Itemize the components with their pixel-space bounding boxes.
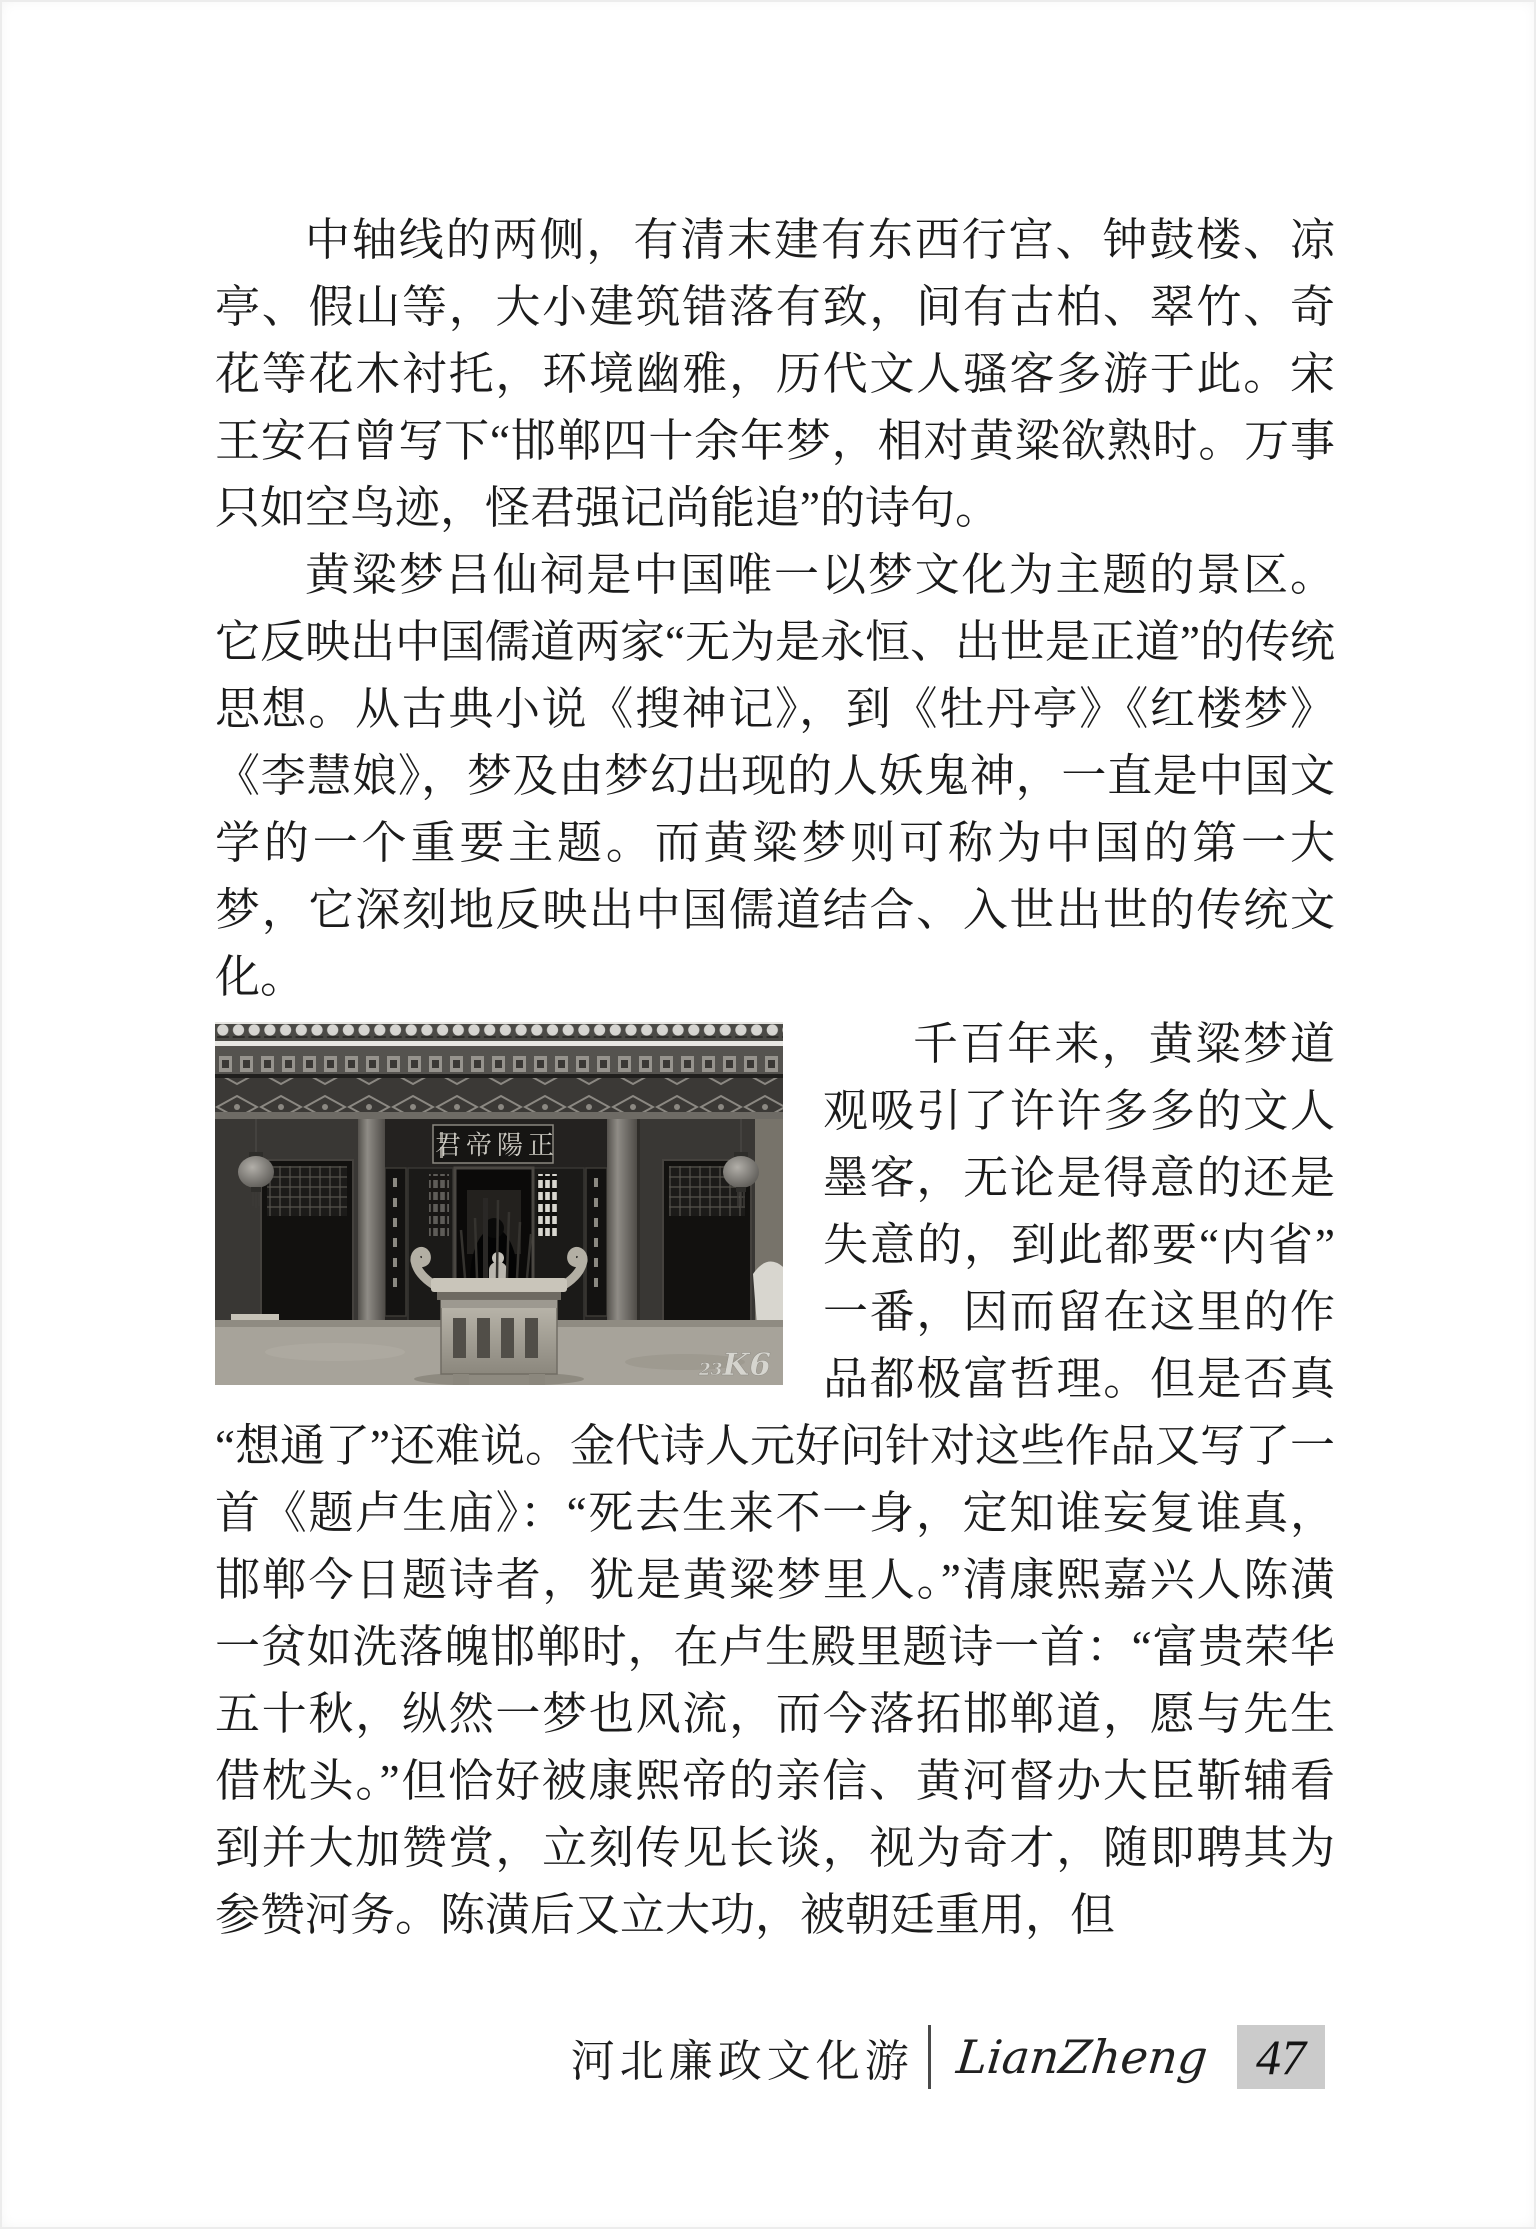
page-number: 47	[1256, 2029, 1306, 2085]
paragraph-2: 黄粱梦吕仙祠是中国唯一以梦文化为主题的景区。它反映出中国儒道两家“无为是永恒、出世是正道”的传统思想。从古典小说《搜神记》，到《牡丹亭》《红楼梦》《李慧娘》，梦及由梦幻出现的人妖鬼神，一直是中国文学的一个重要主题。而黄粱梦则可称为中国的第一大梦，它深刻地反映出中国儒道结合、入世出世的传统文化。	[215, 550, 1335, 1002]
footer-divider	[928, 2025, 931, 2089]
couplet-right	[586, 1168, 607, 1316]
temple-eave	[215, 1024, 783, 1127]
page-footer	[571, 2022, 1325, 2092]
body-text	[215, 207, 1335, 1949]
paragraph-1: 中轴线的两侧，有清末建有东西行宫、钟鼓楼、凉亭、假山等，大小建筑错落有致，间有古柏、翠竹、奇花等花木衬托，环境幽雅，历代文人骚客多游于此。宋王安石曾写下“邯郸四十余年梦，相对黄粱欲熟时。万事只如空鸟迹，怪君强记尚能追”的诗句。	[215, 215, 1335, 533]
paragraph-3-text: 千百年来，黄粱梦道观吸引了许许多多的文人墨客，无论是得意的还是失意的，到此都要“内省”一番，因而留在这里的作品都极富哲理。但是否真“想通了”还难说。金代诗人元好问针对这些作品又写了一首《题卢生庙》：“死去生来不一身，定知谁妄复谁真，邯郸今日题诗者，犹是黄粱梦里人。”清康熙嘉兴人陈潢一贫如洗落魄邯郸时，在卢生殿里题诗一首：“富贵荣华五十秋，纵然一梦也风流，而今落拓邯郸道，愿与先生借枕头。”但恰好被康熙帝的亲信、黄河督办大臣靳辅看到并大加赞赏，立刻传见长谈，视为奇才，随即聘其为参赞河务。陈潢后又立大功，被朝廷重用，但	[215, 1019, 1335, 1940]
watermark-prefix: 23	[698, 1360, 723, 1380]
window-lattice-left	[429, 1174, 449, 1236]
watermark-text: K6	[722, 1347, 771, 1383]
temple-photo-illustration	[215, 1022, 783, 1385]
window-lattice-right	[537, 1174, 557, 1236]
paragraph-3	[215, 1011, 1335, 1949]
couplet-left	[385, 1168, 406, 1316]
plaque-text: 君帝陽正	[434, 1131, 560, 1160]
page-number-box	[1237, 2025, 1325, 2089]
book-title: 河北廉政文化游	[570, 2037, 914, 2086]
brand-script: LianZheng	[953, 2030, 1210, 2084]
hall-plaque	[433, 1125, 559, 1163]
temple-photo	[215, 1022, 783, 1385]
